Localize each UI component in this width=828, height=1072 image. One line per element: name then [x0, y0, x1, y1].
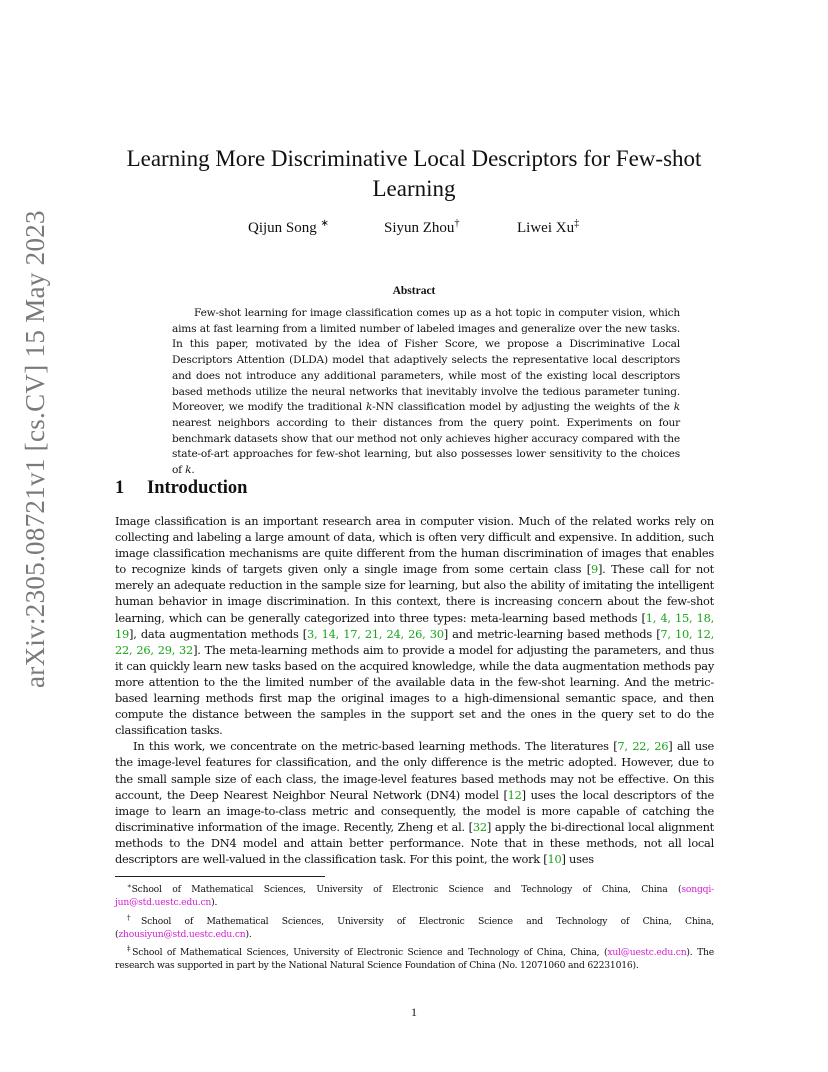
introduction-body [115, 513, 714, 867]
title-line-1: Learning More Discriminative Local Descriptors for Few-shot [126, 146, 702, 171]
abstract-text: Few-shot learning for image classification comes up as a hot topic in computer vision, which aims at fast learning from a limited number of labeled images and generalize over the new tasks. In this paper, motivated by the idea of Fisher Score, we propose a Discriminative Local Descriptors Attention (DLDA) model that adaptively selects the representative local descriptors and does not introduce any additional parameters, while most of the existing local descriptors based methods utilize the neural networks that inevitably involve the tedious parameter tuning. Moreover, we modify the traditional k-NN classification model by adjusting the weights of the k nearest neighbors according to their distances from the query point. Experiments on four benchmark datasets show that our method not only achieves higher accuracy compared with the state-of-art approaches for few-shot learning, but also possesses lower sensitivity to the choices of k. [172, 307, 680, 477]
author-2: Siyun Zhou† [384, 218, 460, 236]
citation-link[interactable]: 1, 4, 15, 18, 19 [115, 610, 714, 641]
email-link[interactable]: zhousiyun@std.uestc.edu.cn [118, 928, 246, 940]
footnote-1: ∗School of Mathematical Sciences, University of Electronic Science and Technology of China, China (songqi-jun@std.uestc.edu.cn). [115, 882, 714, 908]
arxiv-identifier: arXiv:2305.08721v1 [cs.CV] 15 May 2023 [20, 210, 50, 688]
author-3-mark: ‡ [574, 218, 580, 229]
paper-title [100, 144, 728, 204]
footnote-2: †School of Mathematical Sciences, University of Electronic Science and Technology of China, China, (zhousiyun@std.uestc.edu.cn). [115, 913, 714, 940]
section-number: 1 [115, 478, 125, 498]
abstract-heading: Abstract [392, 285, 436, 297]
page-number: 1 [411, 1005, 417, 1019]
citation-link[interactable]: 7, 10, 12, 22, 26, 29, 32 [115, 626, 714, 657]
section-heading-introduction [115, 478, 247, 499]
citation-link[interactable]: 32 [472, 819, 487, 834]
footnote-divider [115, 876, 325, 877]
email-link[interactable]: xul@uestc.edu.cn [607, 947, 687, 959]
author-3: Liwei Xu‡ [517, 218, 580, 236]
citation-link[interactable]: 10 [547, 851, 562, 866]
author-list [0, 218, 828, 242]
intro-paragraph-1: Image classification is an important research area in computer vision. Much of the related works rely on collecting and labeling a large amount of data, which is often very difficult and expensive. In addition, such image classification mechanisms are quite different from the human discrimination of images that enables to recognize kinds of targets given only a single image from some certain class [9]. These call for not merely an adequate reduction in the sample size for learning, but also the ability of imitating the intelligent human behavior in image discrimination. In this context, there is increasing concern about the few-shot learning, which can be generally categorized into three types: meta-learning based methods [1, 4, 15, 18, 19], data augmentation methods [3, 14, 17, 21, 24, 26, 30] and metric-learning based methods [7, 10, 12, 22, 26, 29, 32]. The meta-learning methods aim to provide a model for adjusting the parameters, and thus it can quickly learn new tasks based on the acquired knowledge, while the data augmentation methods pay more attention to the the limited number of the available data in the few-shot learning. And the metric-based learning methods first map the original images to a high-dimensional semantic space, and then compute the distance between the samples in the support set and the ones in the query set to do the classification tasks. [115, 514, 714, 738]
author-1: Qijun Song ∗ [248, 218, 329, 236]
citation-link[interactable]: 7, 22, 26 [617, 739, 669, 754]
footnote-3: ‡School of Mathematical Sciences, University of Electronic Science and Technology of China, China, (xul@uestc.edu.cn). The research was supported in part by the National Natural Science Foundation of China (No. 12071060 and 62231016). [115, 945, 714, 972]
section-title: Introduction [147, 478, 248, 498]
citation-link[interactable]: 12 [507, 787, 522, 802]
intro-paragraph-2: In this work, we concentrate on the metric-based learning methods. The literatures [7, 22, 26] all use the image-level features for classification, and the only difference is the metric adopted. However, due to the small sample size of each class, the image-level features based methods may not be effective. On this account, the Deep Nearest Neighbor Neural Network (DN4) model [12] uses the local descriptors of the image to learn an image-to-class metric and consequently, the model is more capable of catching the discriminative information of the image. Recently, Zheng et al. [32] apply the bi-directional local alignment methods to the DN4 model and attain better performance. Note that in these methods, not all local descriptors are well-valued in the classification task. For this point, the work [10] uses [115, 739, 715, 866]
email-link[interactable]: songqi-jun@std.uestc.edu.cn [115, 884, 714, 908]
title-line-2: Learning [372, 176, 456, 201]
footnotes [115, 880, 714, 975]
author-1-mark: ∗ [320, 218, 329, 229]
author-2-mark: † [454, 218, 460, 229]
citation-link[interactable]: 9 [590, 562, 598, 577]
citation-link[interactable]: 3, 14, 17, 21, 24, 26, 30 [307, 626, 444, 641]
